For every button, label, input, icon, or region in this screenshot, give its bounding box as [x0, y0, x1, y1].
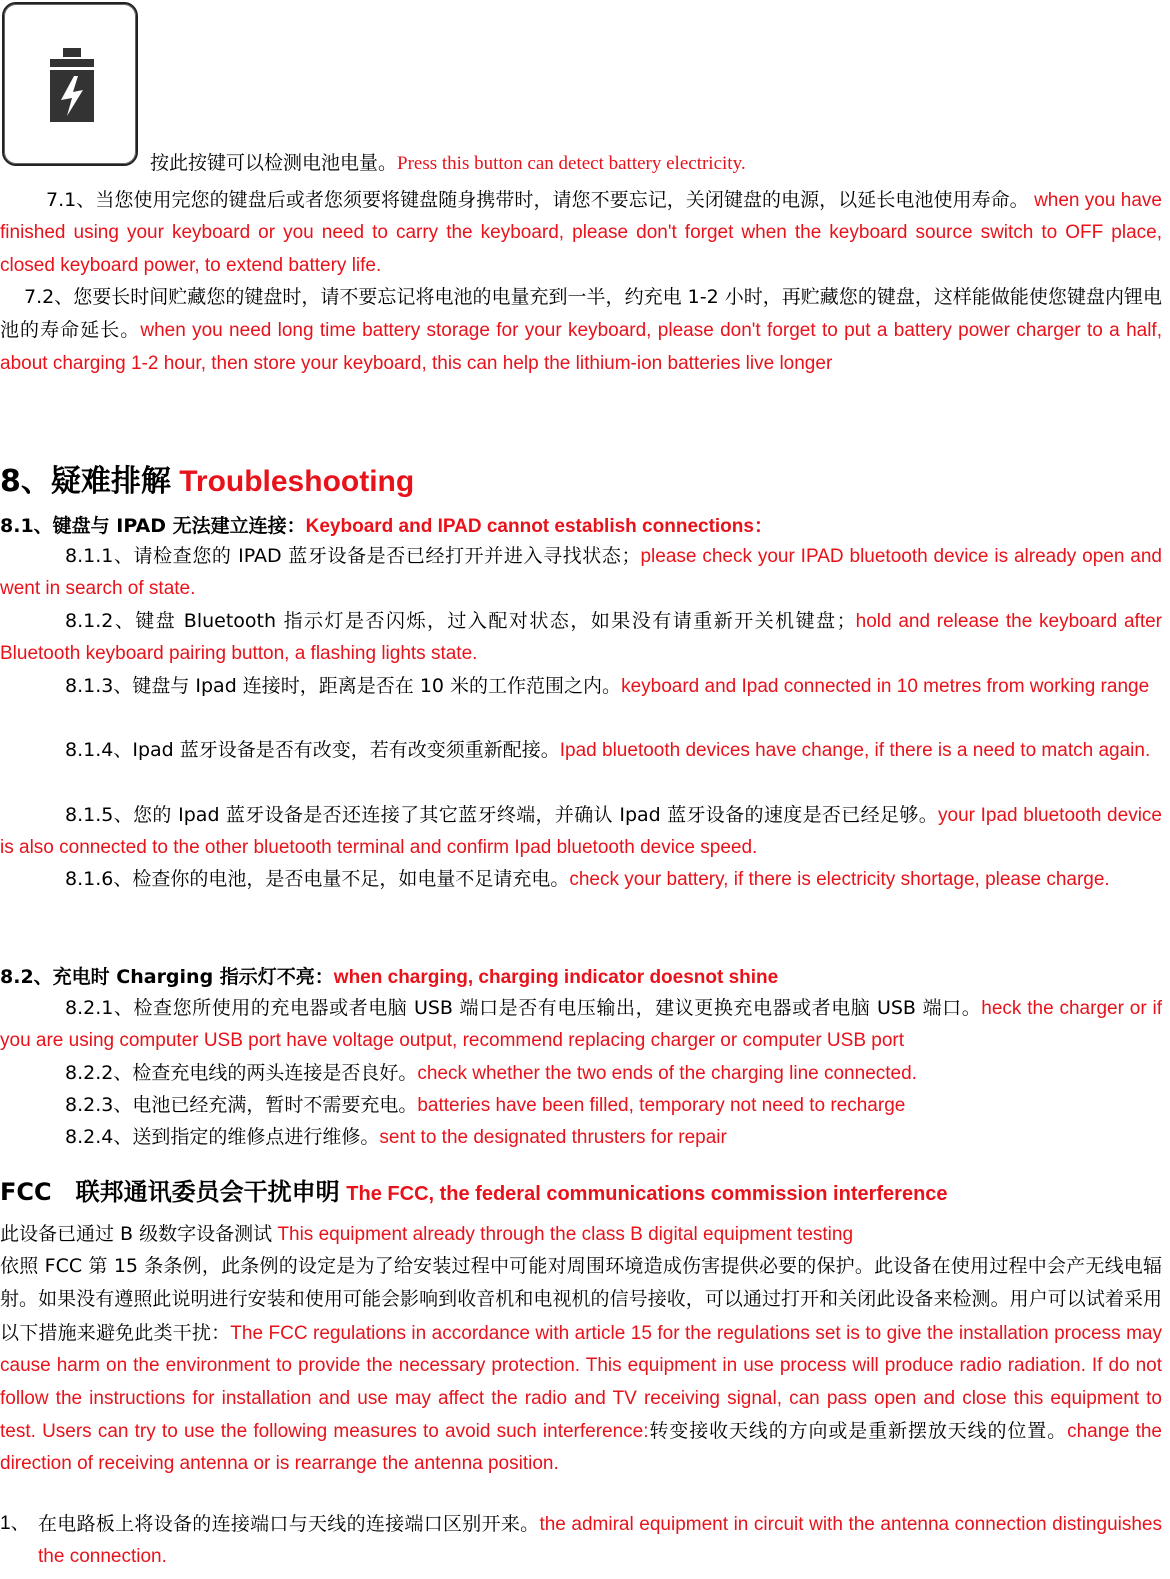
item-8-1-5: 8.1.5、您的 Ipad 蓝牙设备是否还连接了其它蓝牙终端，并确认 Ipad 蓝牙设备的速度是否已经足够。your Ipad bluetooth device is also connected to the other bluetooth terminal and confirm Ipad bluetooth device speed.: [0, 804, 1162, 859]
list-number: 1、: [0, 1513, 30, 1534]
item-8-2-3: 8.2.3、电池已经充满，暂时不需要充电。batteries have been filled, temporary not need to recharge: [65, 1094, 906, 1116]
item-8-1-6: 8.1.6、检查你的电池，是否电量不足，如电量不足请充电。check your battery, if there is electricity shortage, please charge.: [65, 868, 1110, 890]
item-8-1-2: 8.1.2、键盘 Bluetooth 指示灯是否闪烁，过入配对状态，如果没有请重新开关机键盘；hold and release the keyboard after Bluetooth keyboard pairing button, a flashing lights state.: [0, 610, 1162, 665]
battery-caption: 按此按键可以检测电池电量。Press this button can detect battery electricity.: [150, 152, 746, 174]
item-8-2-4: 8.2.4、送到指定的维修点进行维修。sent to the designated thrusters for repair: [65, 1126, 727, 1148]
list-item-text: 在电路板上将设备的连接端口与天线的连接端口区别开来。the admiral equipment in circuit with the antenna connection distinguishes the connection.: [38, 1513, 1162, 1568]
item-8-1-1: 8.1.1、请检查您的 IPAD 蓝牙设备是否已经打开并进入寻找状态；please check your IPAD bluetooth device is already open and went in search of state.: [0, 545, 1162, 600]
section-7-2: 7.2、您要长时间贮藏您的键盘时，请不要忘记将电池的电量充到一半，约充电 1-2 小时，再贮藏您的键盘，这样能做能使您键盘内锂电池的寿命延长。when you need long time battery storage for your keyboard, please don't forget to put a battery power charger to a half, about charging 1-2 hour, then store your keyboard, this can help the lithium-ion batteries live longer: [0, 286, 1162, 374]
battery-check-button[interactable]: [2, 2, 138, 166]
item-8-1-3: 8.1.3、键盘与 Ipad 连接时，距离是否在 10 米的工作范围之内。keyboard and Ipad connected in 10 metres from working range: [65, 675, 1150, 697]
fcc-list-item: [0, 1508, 1162, 1574]
battery-charging-icon: [50, 48, 94, 122]
fcc-paragraph-1: 此设备已通过 B 级数字设备测试 This equipment already through the class B digital equipment testing: [0, 1223, 854, 1245]
section-7-1: 7.1、当您使用完您的键盘后或者您须要将键盘随身携带时，请您不要忘记，关闭键盘的电源，以延长电池使用寿命。 when you have finished using your keyboard or you need to carry the keyboard, please don't forget when the keyboard source switch to OFF place, closed keyboard power, to extend battery life.: [0, 189, 1162, 276]
fcc-heading: FCC 联邦通讯委员会干扰申明 The FCC, the federal communications commission interference: [0, 1178, 948, 1206]
item-8-2-2: 8.2.2、检查充电线的两头连接是否良好。check whether the two ends of the charging line connected.: [65, 1062, 917, 1084]
troubleshooting-heading: 8、疑难排解 Troubleshooting: [0, 464, 415, 499]
section-8-2-heading: 8.2、充电时 Charging 指示灯不亮：when charging, charging indicator doesnot shine: [0, 966, 779, 988]
section-8-1-heading: 8.1、键盘与 IPAD 无法建立连接：Keyboard and IPAD cannot establish connections：: [0, 515, 773, 537]
fcc-paragraph-2: 依照 FCC 第 15 条条例，此条例的设定是为了给安装过程中可能对周围环境造成伤害提供必要的保护。此设备在使用过程中会产无线电辐射。如果没有遵照此说明进行安装和使用可能会影响到收音机和电视机的信号接收，可以通过打开和关闭此设备来检测。用户可以试着采用以下措施来避免此类干扰：The FCC regulations in accordance with article 15 for the regulations set is to give the installation process may cause harm on the environment to provide the necessary protection. This equipment in use process will produce radio radiation. If do not follow the instructions for installation and use may affect the radio and TV receiving signal, can pass open and close this equipment to test. Users can try to use the following measures to avoid such interference:转变接收天线的方向或是重新摆放天线的位置。change the direction of receiving antenna or is rearrange the antenna position.: [0, 1255, 1162, 1475]
item-8-1-4: 8.1.4、Ipad 蓝牙设备是否有改变，若有改变须重新配接。Ipad bluetooth devices have change, if there is a need to match again.: [65, 739, 1151, 761]
item-8-2-1: 8.2.1、检查您所使用的充电器或者电脑 USB 端口是否有电压输出，建议更换充电器或者电脑 USB 端口。heck the charger or if you are using computer USB port have voltage output, recommend replacing charger or computer USB port: [0, 997, 1162, 1052]
